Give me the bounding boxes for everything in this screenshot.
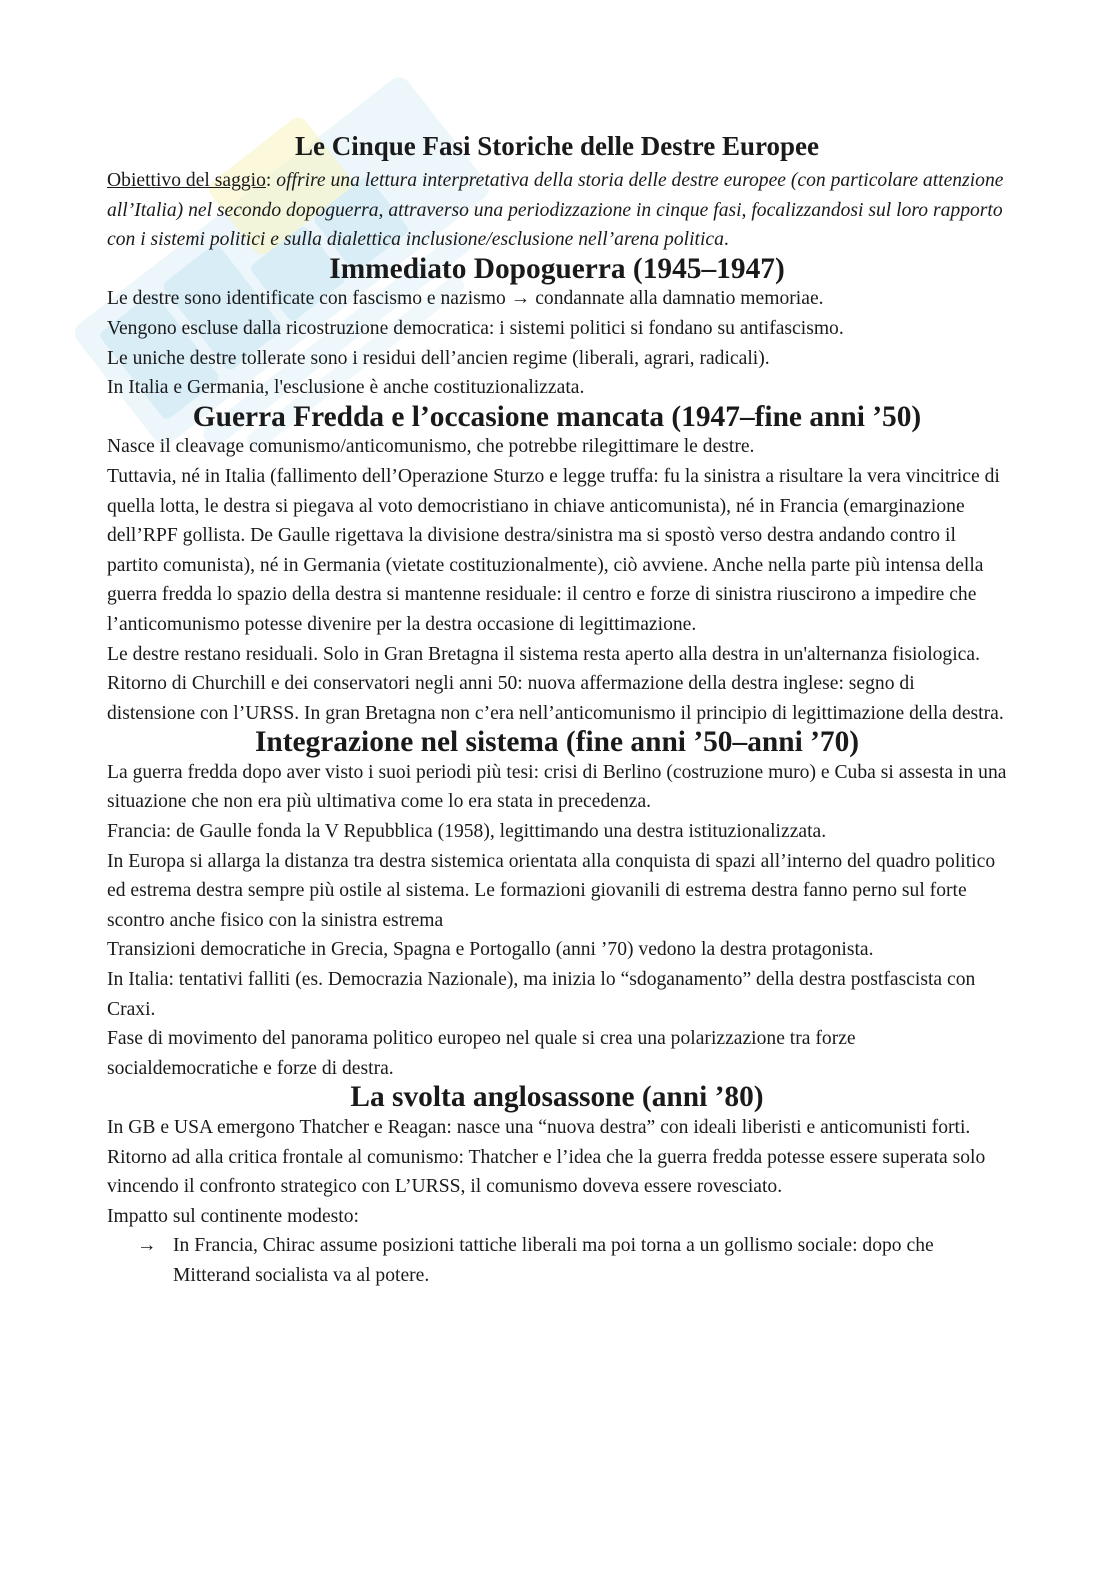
section-3-paragraph: Transizioni democratiche in Grecia, Spagna e Portogallo (anni ’70) vedono la destra protagonista.: [107, 939, 874, 961]
arrow-bullet-icon: →: [137, 1235, 157, 1257]
document-title: Le Cinque Fasi Storiche delle Destre Europee: [295, 131, 819, 161]
section-4-paragraph: Impatto sul continente modesto:: [107, 1205, 359, 1227]
section-1-paragraph: Vengono escluse dalla ricostruzione democratica: i sistemi politici si fondano su antifascismo.: [107, 317, 844, 339]
objective-colon: :: [265, 170, 272, 191]
section-3-paragraph: Fase di movimento del panorama politico europeo nel quale si crea una polarizzazione tra forze socialdemocratiche e forze di destra.: [107, 1028, 856, 1079]
section-3-paragraph: In Europa si allarga la distanza tra destra sistemica orientata alla conquista di spazi all’interno del quadro politico ed estrema destra sempre più ostile al sistema. Le formazioni giovanili di estrema destra fanno perno sul forte scontro anche fisico con la sinistra estrema: [107, 850, 996, 931]
section-3-paragraph: Francia: de Gaulle fonda la V Repubblica (1958), legittimando una destra istituzionalizzata.: [107, 821, 827, 843]
objective-text: offrire una lettura interpretativa della storia delle destre europee (con particolare attenzione all’Italia) nel secondo dopoguerra, attraverso una periodizzazione in cinque fasi, focalizzandosi sul loro rapporto con i sistemi politici e sulla dialettica inclusione/esclusione nell’arena politica: [107, 170, 1004, 251]
list-item: [137, 1231, 1007, 1290]
section-1-paragraph: In Italia e Germania, l'esclusione è anche costituzionalizzata.: [107, 377, 585, 399]
section-1-paragraph: Le uniche destre tollerate sono i residui dell’ancien regime (liberali, agrari, radicali).: [107, 347, 770, 369]
section-2-paragraph: Nasce il cleavage comunismo/anticomunismo, che potrebbe rilegittimare le destre.: [107, 436, 755, 458]
section-3-paragraph: La guerra fredda dopo aver visto i suoi periodi più tesi: crisi di Berlino (costruzione muro) e Cuba si assesta in una situazione che non era più ultimativa come lo era stata in precedenza.: [107, 761, 1007, 813]
section-heading-3: Integrazione nel sistema (fine anni ’50–anni ’70): [254, 726, 860, 759]
section-heading-1: Immediato Dopoguerra (1945–1947): [329, 252, 785, 285]
objective-label: Obiettivo del saggio: [107, 170, 266, 191]
section-heading-4: La svolta anglosassone (anni ’80): [350, 1081, 764, 1114]
section-heading-2: Guerra Fredda e l’occasione mancata (1947–fine anni ’50): [192, 400, 922, 433]
section-2-paragraph: Tuttavia, né in Italia (fallimento dell’Operazione Sturzo e legge truffa: fu la sinistra a risultare la vera vincitrice di quella lotta, le destra si piegava al voto democristiano in chiave anticomunista), né in Francia (emarginazione dell’RPF gollista. De Gaulle rigettava la divisione destra/sinistra ma si spostò verso destra andando contro il partito comunista), né in Germania (vietate costituzionalmente), ciò avviene. Anche nella parte più intensa della guerra fredda lo spazio della destra si mantenne residuale: il centro e forze di sinistra riuscirono a impedire che l’anticomunismo potesse divenire per la destra occasione di legittimazione.: [107, 465, 1000, 635]
list-item-text: In Francia, Chirac assume posizioni tattiche liberali ma poi torna a un gollismo sociale: dopo che Mitterand socialista va al potere.: [173, 1235, 934, 1286]
section-2-paragraph: Le destre restano residuali. Solo in Gran Bretagna il sistema resta aperto alla destra in un'alternanza fisiologica. Ritorno di Churchill e dei conservatori negli anni 50: nuova affermazione della destra inglese: segno di distensione con l’URSS. In gran Bretagna non c’era nell’anticomunismo il principio di legittimazione della destra.: [107, 643, 1004, 724]
section-4-paragraph: In GB e USA emergono Thatcher e Reagan: nasce una “nuova destra” con ideali liberisti e anticomunisti forti. Ritorno ad alla critica frontale al comunismo: Thatcher e l’idea che la guerra fredda potesse essere superata solo vincendo il confronto strategico con L’URSS, il comunismo doveva essere rovesciato.: [107, 1117, 986, 1198]
document-page: [107, 128, 1007, 1291]
objective-end: .: [723, 229, 729, 251]
objective-paragraph: [107, 166, 1007, 255]
section-1-paragraph: Le destre sono identificate con fascismo e nazismo → condannate alla damnatio memoriae.: [107, 288, 824, 310]
section-3-paragraph: In Italia: tentativi falliti (es. Democrazia Nazionale), ma inizia lo “sdoganamento” della destra postfascista con Craxi.: [107, 969, 976, 1020]
